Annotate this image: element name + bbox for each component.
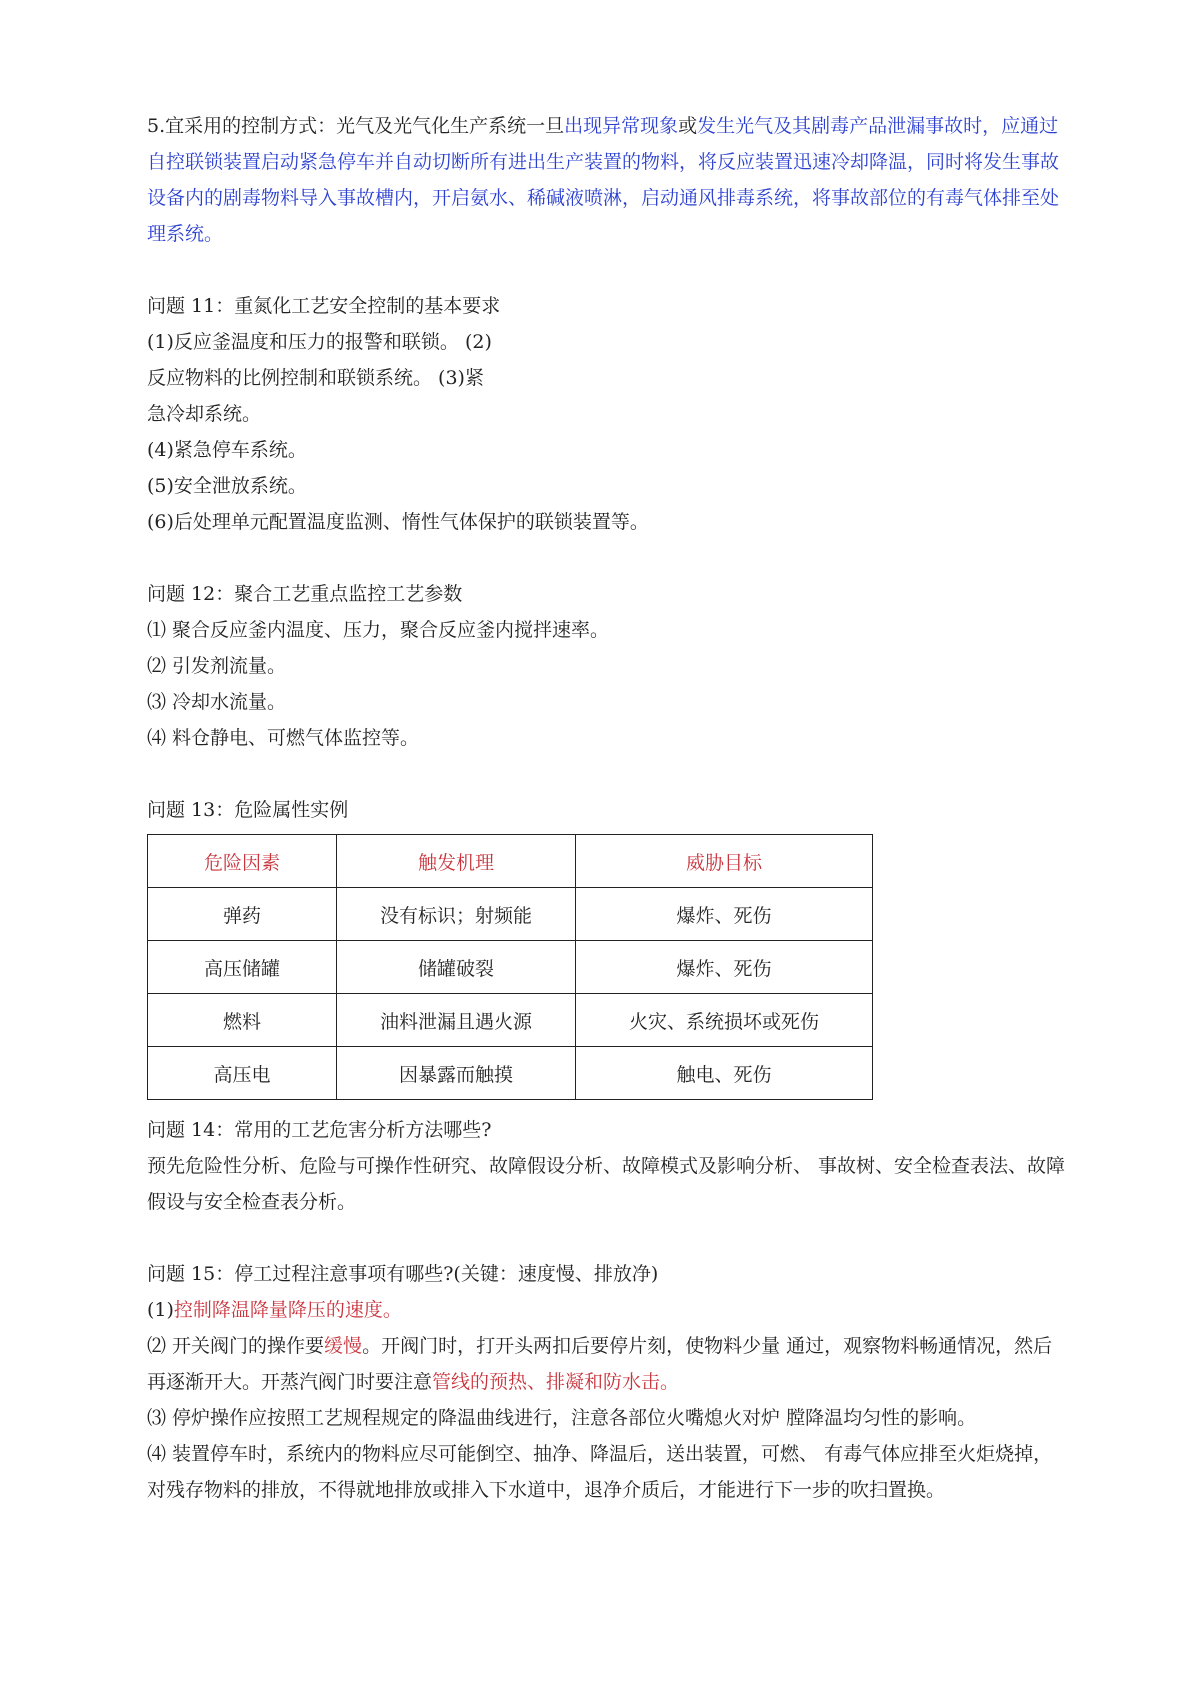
table-row [148,888,873,941]
table-cell: 油料泄漏且遇火源 [337,994,576,1047]
table-header-cell: 触发机理 [337,835,576,888]
q12-line: ⑷ 料仓静电、可燃气体监控等。 [147,727,420,749]
section-5-text: 5.宜采用的控制方式：光气及光气化生产系统一旦 [147,115,565,137]
q11-line: 急冷却系统。 [147,403,262,425]
q14-body: 预先危险性分析、危险与可操作性研究、故障假设分析、故障模式及影响分析、 事故树、安全检查表法、故障假设与安全检查表分析。 [147,1155,1066,1213]
table-cell: 燃料 [148,994,337,1047]
q15-text: ⑵ 开关阀门的操作要 [147,1335,325,1357]
q15-title: 问题 15：停工过程注意事项有哪些?(关键：速度慢、排放净) [147,1263,659,1285]
q11-line: (5)安全泄放系统。 [147,475,307,497]
q11-line: (1)反应釜温度和压力的报警和联锁。 (2) [147,331,492,353]
table-header-cell: 威胁目标 [576,835,873,888]
table-cell: 高压储罐 [148,941,337,994]
q12-line: ⑴ 聚合反应釜内温度、压力，聚合反应釜内搅拌速率。 [147,619,610,641]
document-page [147,108,1067,1508]
table-cell: 触电、死伤 [576,1047,873,1100]
q11-line: (4)紧急停车系统。 [147,439,307,461]
q15-item-number: (1) [147,1299,174,1321]
q15-highlight: 管线的预热、排凝和防水击。 [432,1371,680,1393]
table-cell: 储罐破裂 [337,941,576,994]
table-cell: 火灾、系统损坏或死伤 [576,994,873,1047]
table-row [148,941,873,994]
q11-line: (6)后处理单元配置温度监测、惰性气体保护的联锁装置等。 [147,511,649,533]
section-5-highlight: 出现异常现象 [564,115,679,137]
section-5-highlight: 发生光气及其剧毒产品泄漏事故时，应通过自控联锁装置启动紧急停车并自动切断所有进出生产装置的物料，将反应装置迅速冷却降温，同时将发生事故设备内的剧毒物料导入事故槽内，开启氨水、稀碱液喷淋，启动通风排毒系统，将事故部位的有毒气体排至处理系统。 [147,115,1060,245]
table-header-row [148,835,873,888]
q15-item-3: ⑶ 停炉操作应按照工艺规程规定的降温曲线进行，注意各部位火嘴熄火对炉 膛降温均匀性的影响。 [147,1407,977,1429]
table-cell: 因暴露而触摸 [337,1047,576,1100]
table-header-cell: 危险因素 [148,835,337,888]
q15-highlight: 控制降温降量降压的速度。 [173,1299,402,1321]
table-row [148,994,873,1047]
q14-title: 问题 14：常用的工艺危害分析方法哪些? [147,1119,492,1141]
q15-text: 。开阀门时，打开头两扣后要停片刻，使物料少量 通过，观察物料畅通情况，然后再逐渐开大。开蒸汽阀门时要注意 [147,1335,1053,1393]
table-cell: 弹药 [148,888,337,941]
section-5-paragraph [147,108,1067,252]
section-5-text: 或 [678,115,698,137]
table-cell: 爆炸、死伤 [576,888,873,941]
q12-title: 问题 12：聚合工艺重点监控工艺参数 [147,583,463,605]
q12-line: ⑵ 引发剂流量。 [147,655,287,677]
table-cell: 高压电 [148,1047,337,1100]
q15-item-4: ⑷ 装置停车时，系统内的物料应尽可能倒空、抽净、降温后，送出装置，可燃、 有毒气体应排至火炬烧掉，对残存物料的排放，不得就地排放或排入下水道中，退净介质后，才能进行下一步的吹扫置换。 [147,1443,1053,1501]
q15-item-1 [147,1292,1067,1328]
q15-highlight: 缓慢 [324,1335,363,1357]
q15-item-2 [147,1328,1067,1400]
q11-title: 问题 11：重氮化工艺安全控制的基本要求 [147,295,501,317]
q11-line: 反应物料的比例控制和联锁系统。 (3)紧 [147,367,484,389]
q13-title: 问题 13：危险属性实例 [147,799,349,821]
table-cell: 没有标识；射频能 [337,888,576,941]
q12-line: ⑶ 冷却水流量。 [147,691,287,713]
hazard-table [147,834,873,1100]
table-row [148,1047,873,1100]
table-cell: 爆炸、死伤 [576,941,873,994]
